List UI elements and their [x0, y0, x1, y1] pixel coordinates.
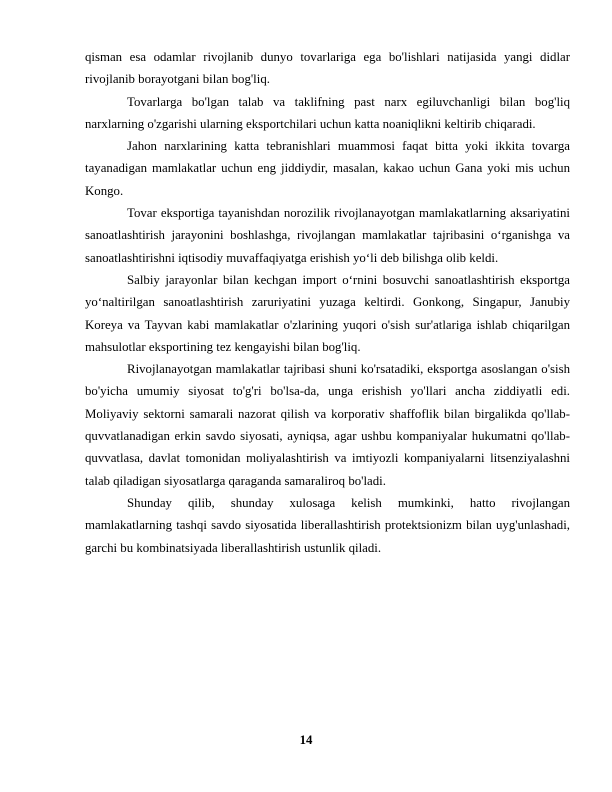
paragraph-3: Jahon narxlarining katta tebranishlari muammosi faqat bitta yoki ikkita tovarga tayanadigan mamlakatlar uchun eng jiddiydir, masalan, kakao uchun Gana yoki mis uchun Kongo.: [85, 139, 570, 198]
page-number: 14: [299, 733, 313, 747]
paragraph-6: Rivojlanayotgan mamlakatlar tajribasi shuni ko'rsatadiki, eksportga asoslangan o'sish bo'yicha umumiy siyosat to'g'ri bo'lsa-da, unga erishish yo'llari ancha ziddiyatli edi. Moliyaviy sektorni samarali nazorat qilish va korporativ shaffoflik bilan birgalikda qo'llab-quvvatlanadigan erkin savdo siyosati, ayniqsa, agar ushbu kompaniyalar hukumatni qo'llab-quvvatlasa, davlat tomonidan moliyalashtirish va imtiyozli kompaniyalarni litsenziyalashni talab qiladigan siyosatlarga qaraganda samaraliroq bo'ladi.: [85, 362, 570, 488]
paragraph-1: qisman esa odamlar rivojlanib dunyo tovarlariga ega bo'lishlari natijasida yangi didlar rivojlanib borayotgani bilan bog'liq.: [85, 50, 570, 87]
paragraph-5: Salbiy jarayonlar bilan kechgan import o‘rnini bosuvchi sanoatlashtirish eksportga yo‘naltirilgan sanoatlashtirish zaruriyatini yuzaga keltirdi. Gonkong, Singapur, Janubiy Koreya va Tayvan kabi mamlakatlar o'zlarining yuqori o'sish sur'atlariga ishlab chiqarilgan mahsulotlar eksportining tez kengayishi bilan bog'liq.: [85, 272, 570, 354]
paragraph-7: Shunday qilib, shunday xulosaga kelish mumkinki, hatto rivojlangan mamlakatlarning tashqi savdo siyosatida liberallashtirish protektsionizm bilan uyg'unlashadi, garchi bu kombinatsiyada liberallashtirish ustunlik qiladi.: [85, 495, 570, 555]
paragraph-4: Tovar eksportiga tayanishdan norozilik rivojlanayotgan mamlakatlarning aksariyatini sanoatlashtirish jarayonini boshlashga, rivojlangan mamlakatlar tajribasini o‘rganishga va sanoatlashtirishni iqtisodiy muvaffaqiyatga erishish yo‘li deb bilishga olib keldi.: [85, 206, 570, 265]
paragraph-2: Tovarlarga bo'lgan talab va taklifning past narx egiluvchanligi bilan bog'liq narxlarning o'zgarishi ularning eksportchilari uchun katta noaniqlikni keltirib chiqaradi.: [85, 94, 570, 131]
document-body: [85, 46, 570, 559]
